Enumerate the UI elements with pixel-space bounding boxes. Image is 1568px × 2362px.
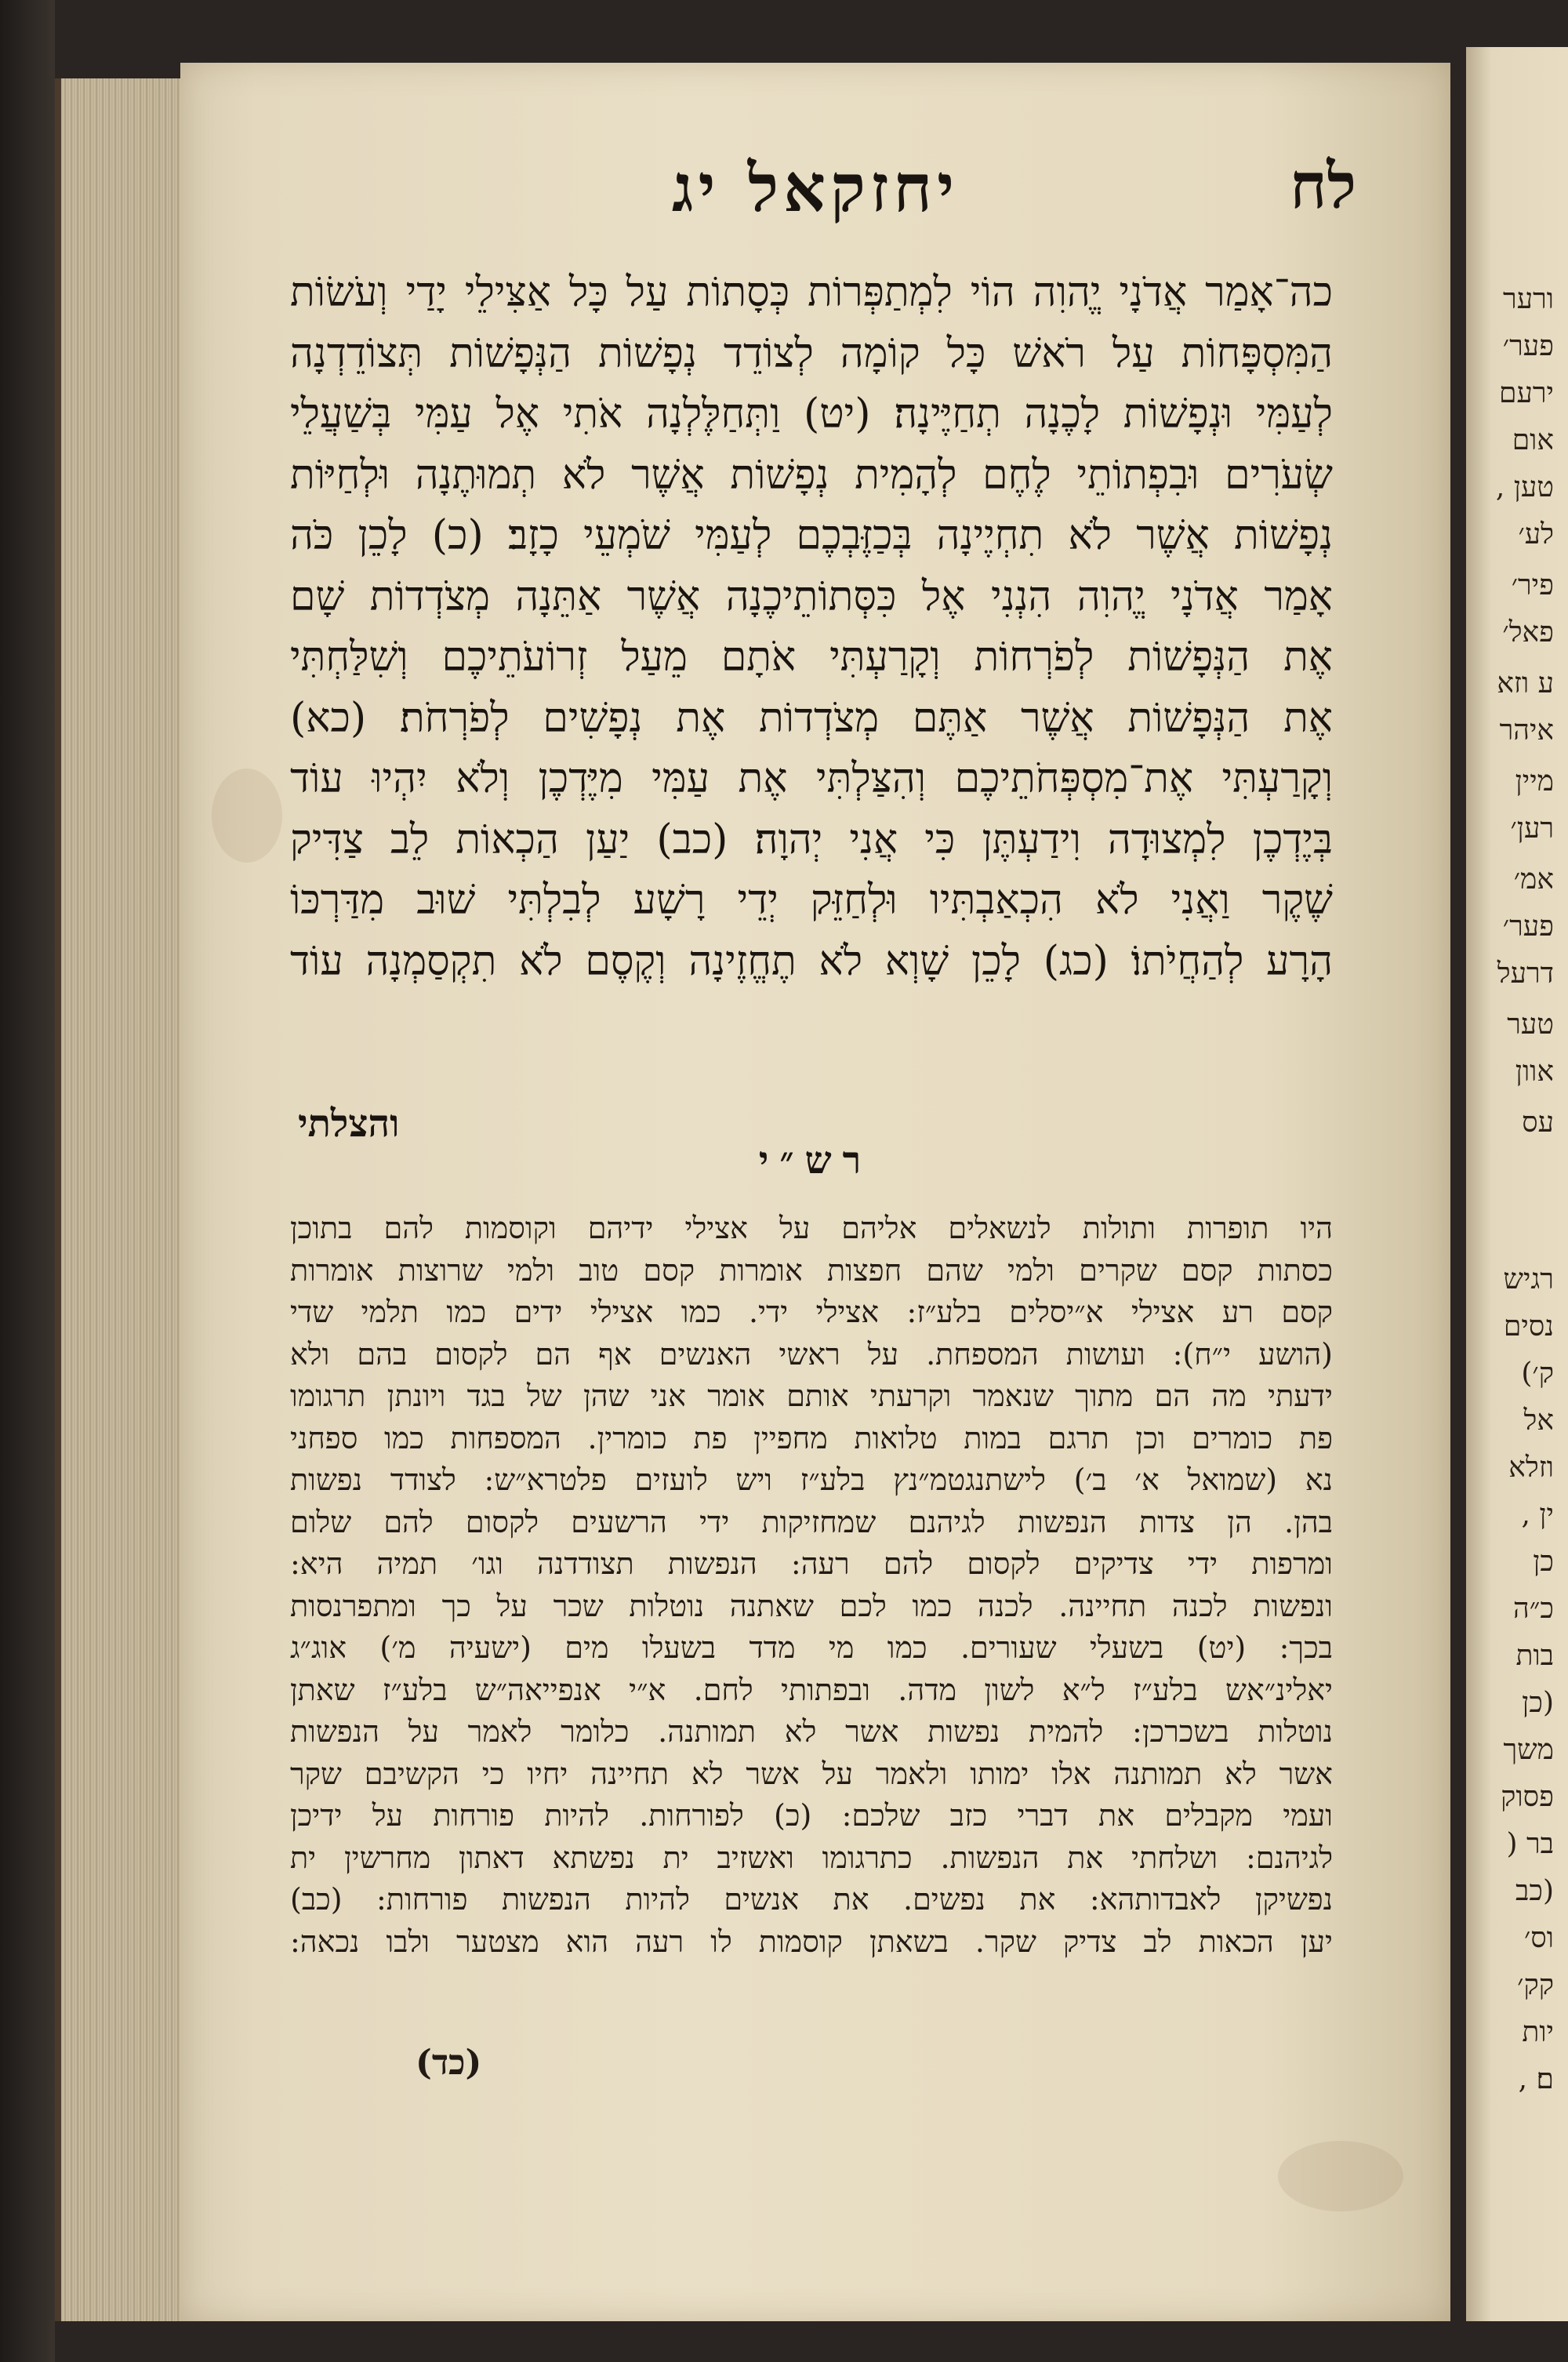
scripture-line: לְעַמִּי וּנְפָשׁוֹת לָכֶנָה תְחַיֶּינָה׃ (יט) וַתְּחַלֶּלְנָה אֹתִי אֶל עַמִּי בְּשַׁעֲלֵי <box>290 391 1333 438</box>
commentary-line: נפשיקן לאבדותהא: את נפשים. את אנשים להיות הנפשות פורחות: (כב) <box>290 1882 1333 1917</box>
scripture-line: אָמַר אֲדֹנָי יֱהוִה הִנְנִי אֶל כִּסְּתוֹתֵיכֶנָה אֲשֶׁר אַתֵּנָה מְצֹדְדוֹת שָׁם <box>290 572 1333 620</box>
scripture-line: אֶת הַנְּפָשׁוֹת לְפֹרְחוֹת וְקָרַעְתִּי אֹתָם מֵעַל זְרוֹעֹתֵיכֶם וְשִׁלַּחְתִּי <box>290 634 1333 681</box>
scripture-line: הַמִּסְפָּחוֹת עַל רֹאשׁ כָּל קוֹמָה לְצוֹדֵד נְפָשׁוֹת הַנְּפָשׁוֹת תְּצוֹדֵדְנָה <box>290 329 1333 377</box>
book-binding <box>0 0 55 2362</box>
commentary-line: יאלינ״אש בלע״ז ל״א לשון מדה. ובפתותי לחם. א״י אנפייאה״ש בלע״ז שאתן <box>290 1672 1333 1707</box>
facing-page-fragment: פער׳ <box>1502 330 1554 362</box>
facing-page-fragment: אמ׳ <box>1513 863 1554 896</box>
commentary-line: בכך: (יט) בשעלי שעורים. כמו מי מדד בשעלו מים (ישעיה מ׳) אוג״ג <box>290 1630 1333 1665</box>
scripture-line: בְּיֶדְכֶן לִמְצוּדָה וִידַעְתֶּן כִּי אֲנִי יְהוָה׃ (כב) יַעַן הַכְאוֹת לֵב צַדִּיק <box>290 816 1333 863</box>
commentary-line: יען הכאות לב צדיק שקר. בשאתן קוסמות לו רעה הוא מצטער ולבו נכאה: <box>290 1924 1333 1959</box>
scripture-line: שְׂעֹרִים וּבִפְתוֹתֵי לֶחֶם לְהָמִית נְפָשׁוֹת אֲשֶׁר לֹא תְמוּתֶנָה וּלְחַיּוֹת <box>290 451 1333 499</box>
commentary-line: נוטלות בשכרכן: להמית נפשות אשר לא תמותנה. כלומר לאמר על הנפשות <box>290 1714 1333 1749</box>
commentary-line: ונפשות לכנה תחיינה. לכנה כמו לכם שאתנה נוטלות שכר על כך ומתפרנסות <box>290 1588 1333 1623</box>
facing-page-fragment: דרעל <box>1497 958 1554 990</box>
commentary-line: היו תופרות ותולות לנשאלים אליהם על אצילי ידיהם וקוסמות להם בתוכן <box>290 1211 1333 1245</box>
facing-page-fragment: פאל׳ <box>1502 616 1554 649</box>
commentary-line: נא (שמואל א׳ ב׳) לישתנגטמ״נץ בלע״ז ויש לועזים פלטרא״ש: לצודד נפשות <box>290 1463 1333 1497</box>
facing-page-fragment: טען , <box>1495 471 1554 503</box>
running-head <box>180 149 1450 235</box>
scripture-line: כה־אָמַר אֲדֹנָי יֱהוִה הוֹי לִמְתַפְּרוֹת כְּסָתוֹת עַל כָּל אַצִּילֵי יָדַי וְעֹשׂוֹת <box>290 269 1333 316</box>
facing-page-fragment: יות <box>1522 2016 1554 2048</box>
facing-page-fragment: אוון <box>1515 1056 1554 1088</box>
commentary-line: ידעתי מה הם מתוך שנאמר וקרעתי אותם אומר אני שהן של בגד ויונתן תרגומו <box>290 1379 1333 1413</box>
rashi-commentary <box>290 1208 1333 1963</box>
facing-page-fragment: ם׃ , <box>1518 2063 1554 2095</box>
facing-page-fragment: פסוק <box>1501 1781 1554 1813</box>
facing-page-fragment: ירעם <box>1499 377 1554 409</box>
facing-page-fragment: כ״ה <box>1513 1593 1554 1625</box>
paper-stain <box>212 769 282 863</box>
commentary-line: (הושע י״ח): ועושות המספחת. על ראשי האנשים אף הם לקסום בהם ולא <box>290 1336 1333 1372</box>
facing-page-fragment: וזלא <box>1508 1452 1554 1484</box>
commentary-line: ומרפות ידי צדיקים לקסום להם רעה: הנפשות תצודדנה וגו׳ תמיה היא: <box>290 1546 1333 1581</box>
scripture-text <box>290 263 1333 992</box>
rashi-heading: רש״י <box>758 1139 873 1183</box>
paper-stain <box>1278 2141 1403 2211</box>
facing-page-fragment: פיר׳ <box>1511 569 1554 601</box>
facing-page-fragment: אום <box>1512 424 1554 456</box>
catchword: והצלתי <box>298 1102 400 1146</box>
page-edges <box>55 78 194 2321</box>
facing-page-fragment: בר ( <box>1506 1828 1554 1860</box>
facing-page-fragment: ע וזא <box>1497 667 1554 700</box>
facing-page-fragment: ק׳) <box>1521 1357 1554 1390</box>
left-page <box>180 63 1450 2321</box>
facing-page-fragment: וס׳ <box>1523 1922 1554 1954</box>
commentary-line: קסם רע אצילי א״יסלים בלע״ז: אצילי ידי. כמו אצילי ידים כמו תלמי שדי <box>290 1295 1333 1329</box>
folio-number: לח <box>1290 149 1356 223</box>
commentary-line: לגיהנם: ושלחתי את הנפשות. כתרגומו ואשזיב ית נפשתא דאתון מחרשין ית <box>290 1840 1333 1875</box>
facing-page-fragment: מיין <box>1515 765 1554 798</box>
facing-page-fragment: כן <box>1533 1546 1554 1578</box>
commentary-catchword: (כד) <box>416 2043 482 2083</box>
scripture-line: הָרָע לְהַחֲיֹתוֹ׃ (כג) לָכֵן שָׁוְא לֹא תֶחֱזֶינָה וְקֶסֶם לֹא תִקְסַמְנָה עוֹד <box>290 937 1333 985</box>
scripture-line: אֶת הַנְּפָשׁוֹת אֲשֶׁר אַתֶּם מְצֹדְדוֹת אֶת נְפָשִׁים לְפֹרְחֹת׃ (כא) <box>290 694 1333 742</box>
commentary-line: ועמי מקבלים את דברי כזב שלכם: (כ) לפורחות. להיות פורחות על ידיכן <box>290 1798 1333 1833</box>
facing-page-fragment: עס <box>1522 1107 1554 1139</box>
facing-page-fragment: לע׳ <box>1518 518 1554 551</box>
facing-page-fragment: ין , <box>1521 1499 1554 1531</box>
facing-page-fragment: (כב <box>1515 1875 1554 1907</box>
facing-page-fragment: ורער <box>1503 283 1554 315</box>
facing-page-fragment: (כן <box>1522 1687 1554 1719</box>
facing-page-fragment: רגיש <box>1503 1263 1554 1295</box>
book-title: יחזקאל יג <box>671 149 960 227</box>
facing-page-fragment: רען׳ <box>1510 812 1554 845</box>
facing-page-fragment: אל <box>1523 1404 1554 1437</box>
scripture-line: נְפָשׁוֹת אֲשֶׁר לֹא תִחְיֶינָה בְּכַזֶּבְכֶם לְעַמִּי שֹׁמְעֵי כָזָב׃ (כ) לָכֵן כֹּה <box>290 512 1333 559</box>
commentary-line: כסתות קסם שקרים ולמי שהם חפצות אומרות קסם טוב ולמי שרוצות אומרות <box>290 1252 1333 1288</box>
facing-page-fragment: פער׳ <box>1502 910 1554 943</box>
commentary-line: אשר לא תמותנה אלו ימותו ולאמר על אשר לא תחיינה יחיו כי הקשיבם שקר <box>290 1756 1333 1791</box>
commentary-line: פת כומרים וכן תרגם במות טלואות מחפיין פת כומרין. המספחות כמו ספחני <box>290 1420 1333 1455</box>
facing-page-fragment: משך <box>1503 1734 1554 1766</box>
facing-page-fragment: טער <box>1507 1008 1554 1041</box>
facing-page-edge <box>1466 47 1568 2321</box>
facing-page-fragment: איהר <box>1499 714 1554 747</box>
scripture-line: שֶׁקֶר וַאֲנִי לֹא הִכְאַבְתִּיו וּלְחַזֵּק יְדֵי רָשָׁע לְבִלְתִּי שׁוּב מִדַּרְכּוֹ <box>290 877 1333 924</box>
scripture-line: וְקָרַעְתִּי אֶת־מִסְפְּחֹתֵיכֶם וְהִצַּלְתִּי אֶת עַמִּי מִיֶּדְכֶן וְלֹא יִהְיוּ עוֹד <box>290 755 1333 802</box>
facing-page-fragment: קק׳ <box>1517 1969 1554 2001</box>
commentary-line: בהן. הן צדות הנפשות לגיהנם שמחזיקות ידי הרשעים לקסום להם שלום <box>290 1504 1333 1539</box>
facing-page-fragment: נסים <box>1503 1310 1554 1343</box>
facing-page-fragment: בות <box>1515 1640 1554 1672</box>
